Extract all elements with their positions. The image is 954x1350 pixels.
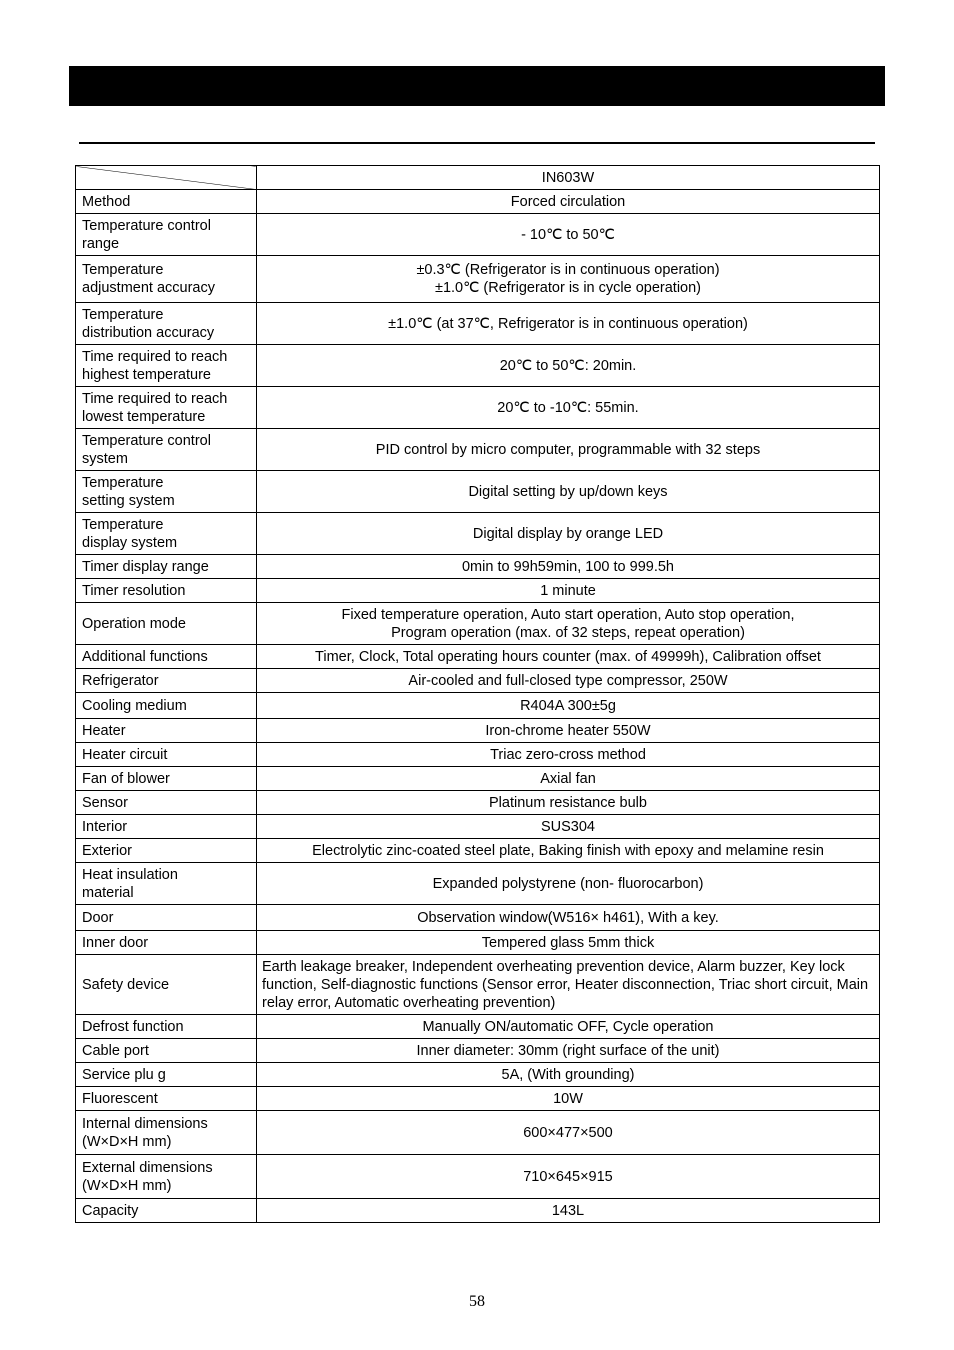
- table-row: [76, 743, 880, 767]
- spec-value: Timer, Clock, Total operating hours counter (max. of 49999h), Calibration offset: [315, 648, 821, 665]
- spec-value: 5A, (With grounding): [501, 1066, 635, 1083]
- model-name: IN603W: [541, 169, 595, 186]
- spec-label: Cooling medium: [82, 697, 187, 714]
- table-row: [76, 1199, 880, 1223]
- spec-label: Additional functions: [82, 648, 208, 665]
- spec-label: Temperature setting system: [82, 474, 175, 509]
- spec-value-cell: [257, 815, 880, 839]
- spec-label-cell: [76, 555, 257, 579]
- spec-value: 600×477×500: [523, 1124, 613, 1141]
- spec-label: Internal dimensions (W×D×H mm): [82, 1115, 208, 1150]
- spec-label-cell: [76, 579, 257, 603]
- spec-label: Refrigerator: [82, 672, 159, 689]
- spec-label-cell: [76, 1063, 257, 1087]
- spec-label-cell: [76, 931, 257, 955]
- spec-value-cell: [257, 839, 880, 863]
- table-row: [76, 645, 880, 669]
- table-row: [76, 1087, 880, 1111]
- spec-label-cell: [76, 1039, 257, 1063]
- spec-value: Inner diameter: 30mm (right surface of the unit): [416, 1042, 720, 1059]
- table-row: [76, 555, 880, 579]
- spec-value: Fixed temperature operation, Auto start operation, Auto stop operation, Program operation (max. of 32 steps, repeat operation): [341, 606, 795, 641]
- spec-value-cell: [257, 1155, 880, 1199]
- spec-value: Expanded polystyrene (non- fluorocarbon): [432, 875, 704, 892]
- spec-label-cell: [76, 669, 257, 693]
- spec-label-cell: [76, 743, 257, 767]
- spec-label-cell: [76, 387, 257, 429]
- table-row: [76, 839, 880, 863]
- table-row: [76, 1015, 880, 1039]
- spec-value-cell: [257, 1199, 880, 1223]
- spec-value-cell: [257, 603, 880, 645]
- spec-label: Temperature adjustment accuracy: [82, 262, 215, 296]
- spec-label: Fan of blower: [82, 770, 170, 787]
- spec-label-cell: [76, 1015, 257, 1039]
- header-bar: [69, 66, 885, 106]
- spec-label: Method: [82, 193, 131, 210]
- spec-label-cell: [76, 471, 257, 513]
- table-row: [76, 256, 880, 303]
- spec-label: Operation mode: [82, 615, 186, 632]
- spec-value-cell: [257, 1063, 880, 1087]
- spec-value-cell: [257, 767, 880, 791]
- spec-value: 10W: [553, 1090, 583, 1107]
- table-row: [76, 387, 880, 429]
- table-row: [76, 955, 880, 1015]
- model-header-cell: [257, 166, 880, 190]
- table-row: [76, 905, 880, 931]
- table-row: [76, 693, 880, 719]
- spec-value-cell: [257, 513, 880, 555]
- spec-label-cell: [76, 693, 257, 719]
- table-row: [76, 1063, 880, 1087]
- spec-label: Defrost function: [82, 1018, 184, 1035]
- spec-label: Time required to reach highest temperature: [82, 348, 228, 383]
- spec-value: Axial fan: [540, 770, 596, 787]
- table-row: [76, 214, 880, 256]
- spec-value: SUS304: [540, 818, 595, 835]
- table-row: [76, 719, 880, 743]
- table-row: [76, 863, 880, 905]
- spec-label-cell: [76, 645, 257, 669]
- spec-label: Cable port: [82, 1042, 149, 1059]
- spec-value-cell: [257, 669, 880, 693]
- spec-label-cell: [76, 863, 257, 905]
- table-row: [76, 815, 880, 839]
- spec-value-cell: [257, 256, 880, 303]
- spec-value-cell: [257, 791, 880, 815]
- table-header-row: [76, 166, 880, 190]
- table-row: [76, 429, 880, 471]
- spec-label: External dimensions (W×D×H mm): [82, 1159, 213, 1194]
- table-row: [76, 669, 880, 693]
- table-row: [76, 767, 880, 791]
- spec-label: Safety device: [82, 976, 170, 993]
- table-row: [76, 579, 880, 603]
- spec-value: 1 minute: [540, 582, 596, 599]
- spec-value: PID control by micro computer, programmable with 32 steps: [375, 441, 761, 458]
- table-row: [76, 603, 880, 645]
- spec-label-cell: [76, 815, 257, 839]
- spec-value-cell: [257, 1039, 880, 1063]
- spec-label-cell: [76, 603, 257, 645]
- page-number: 58: [469, 1293, 485, 1310]
- spec-value-cell: [257, 693, 880, 719]
- spec-label: Inner door: [82, 934, 149, 951]
- spec-value-cell: [257, 429, 880, 471]
- spec-value-cell: [257, 1015, 880, 1039]
- spec-label: Service plu g: [82, 1066, 166, 1083]
- spec-value-cell: [257, 471, 880, 513]
- title-rule: [79, 142, 875, 144]
- table-row: [76, 190, 880, 214]
- specification-table: [75, 165, 880, 1223]
- spec-value: Observation window(W516× h461), With a key.: [417, 909, 719, 926]
- spec-value: Triac zero-cross method: [490, 746, 646, 763]
- spec-label-cell: [76, 256, 257, 303]
- spec-label-cell: [76, 905, 257, 931]
- spec-value-cell: [257, 931, 880, 955]
- spec-label-cell: [76, 791, 257, 815]
- spec-label: Timer resolution: [82, 582, 186, 599]
- spec-label-cell: [76, 513, 257, 555]
- spec-label: Temperature control system: [82, 432, 211, 467]
- spec-label-cell: [76, 345, 257, 387]
- spec-value: Air-cooled and full-closed type compressor, 250W: [408, 672, 728, 689]
- spec-value-cell: [257, 1111, 880, 1155]
- spec-value-cell: [257, 1087, 880, 1111]
- spec-value-cell: [257, 387, 880, 429]
- spec-label: Sensor: [82, 794, 128, 811]
- table-row: [76, 1111, 880, 1155]
- spec-value-cell: [257, 955, 880, 1015]
- spec-value-cell: [257, 303, 880, 345]
- spec-value: 20℃ to 50℃: 20min.: [499, 357, 637, 374]
- spec-value-cell: [257, 645, 880, 669]
- spec-value: 710×645×915: [523, 1168, 613, 1185]
- spec-value: Manually ON/automatic OFF, Cycle operation: [422, 1018, 714, 1035]
- spec-label-cell: [76, 767, 257, 791]
- spec-value-cell: [257, 345, 880, 387]
- spec-label-cell: [76, 1199, 257, 1223]
- spec-label-cell: [76, 1111, 257, 1155]
- spec-value-cell: [257, 743, 880, 767]
- spec-value: ±1.0℃ (at 37℃, Refrigerator is in continuous operation): [388, 315, 748, 332]
- spec-value: Digital display by orange LED: [472, 525, 664, 542]
- spec-label-cell: [76, 303, 257, 345]
- spec-value: - 10℃ to 50℃: [521, 226, 615, 243]
- table-row: [76, 471, 880, 513]
- spec-value: ±0.3℃ (Refrigerator is in continuous operation) ±1.0℃ (Refrigerator is in cycle operation): [416, 262, 720, 296]
- spec-label: Interior: [82, 818, 128, 835]
- spec-label: Temperature display system: [82, 516, 178, 551]
- table-row: [76, 1155, 880, 1199]
- spec-value-cell: [257, 190, 880, 214]
- spec-value: Forced circulation: [510, 193, 626, 210]
- spec-label: Heat insulation material: [82, 866, 178, 901]
- spec-value: Iron-chrome heater 550W: [485, 722, 651, 739]
- spec-label-cell: [76, 955, 257, 1015]
- spec-label-cell: [76, 214, 257, 256]
- spec-label: Fluorescent: [82, 1090, 158, 1107]
- spec-value: Platinum resistance bulb: [489, 794, 647, 811]
- spec-label-cell: [76, 429, 257, 471]
- table-row: [76, 513, 880, 555]
- spec-value: Digital setting by up/down keys: [468, 483, 668, 500]
- spec-label: Timer display range: [82, 558, 209, 575]
- spec-value: Electrolytic zinc-coated steel plate, Baking finish with epoxy and melamine resin: [312, 842, 824, 859]
- spec-value: 20℃ to -10℃: 55min.: [497, 399, 639, 416]
- spec-value: Tempered glass 5mm thick: [481, 934, 655, 951]
- diagonal-corner-cell: [76, 166, 257, 190]
- spec-label: Temperature control range: [82, 217, 211, 252]
- spec-label-cell: [76, 190, 257, 214]
- table-row: [76, 345, 880, 387]
- spec-value-cell: [257, 863, 880, 905]
- spec-label: Heater circuit: [82, 746, 168, 763]
- spec-value-cell: [257, 214, 880, 256]
- spec-label: Time required to reach lowest temperature: [82, 390, 228, 425]
- spec-label: Door: [82, 909, 114, 926]
- table-row: [76, 303, 880, 345]
- spec-value: 143L: [551, 1202, 585, 1219]
- spec-value: R404A 300±5g: [520, 697, 616, 714]
- spec-value-cell: [257, 905, 880, 931]
- spec-label-cell: [76, 839, 257, 863]
- spec-label: Capacity: [82, 1202, 139, 1219]
- table-row: [76, 1039, 880, 1063]
- spec-label: Exterior: [82, 842, 132, 859]
- spec-value: 0min to 99h59min, 100 to 999.5h: [461, 558, 674, 575]
- table-row: [76, 791, 880, 815]
- spec-label: Temperature distribution accuracy: [82, 306, 215, 341]
- spec-value-cell: [257, 555, 880, 579]
- spec-label-cell: [76, 1087, 257, 1111]
- spec-value-cell: [257, 579, 880, 603]
- spec-label-cell: [76, 719, 257, 743]
- spec-label-cell: [76, 1155, 257, 1199]
- spec-value-cell: [257, 719, 880, 743]
- spec-value: Earth leakage breaker, Independent overheating prevention device, Alarm buzzer, Key lock function, Self-diagnostic functions (Sensor error, Heater disconnection, Triac short circuit, Main relay error, Automatic overheating prevention): [262, 958, 869, 1011]
- spec-label: Heater: [82, 722, 126, 739]
- table-row: [76, 931, 880, 955]
